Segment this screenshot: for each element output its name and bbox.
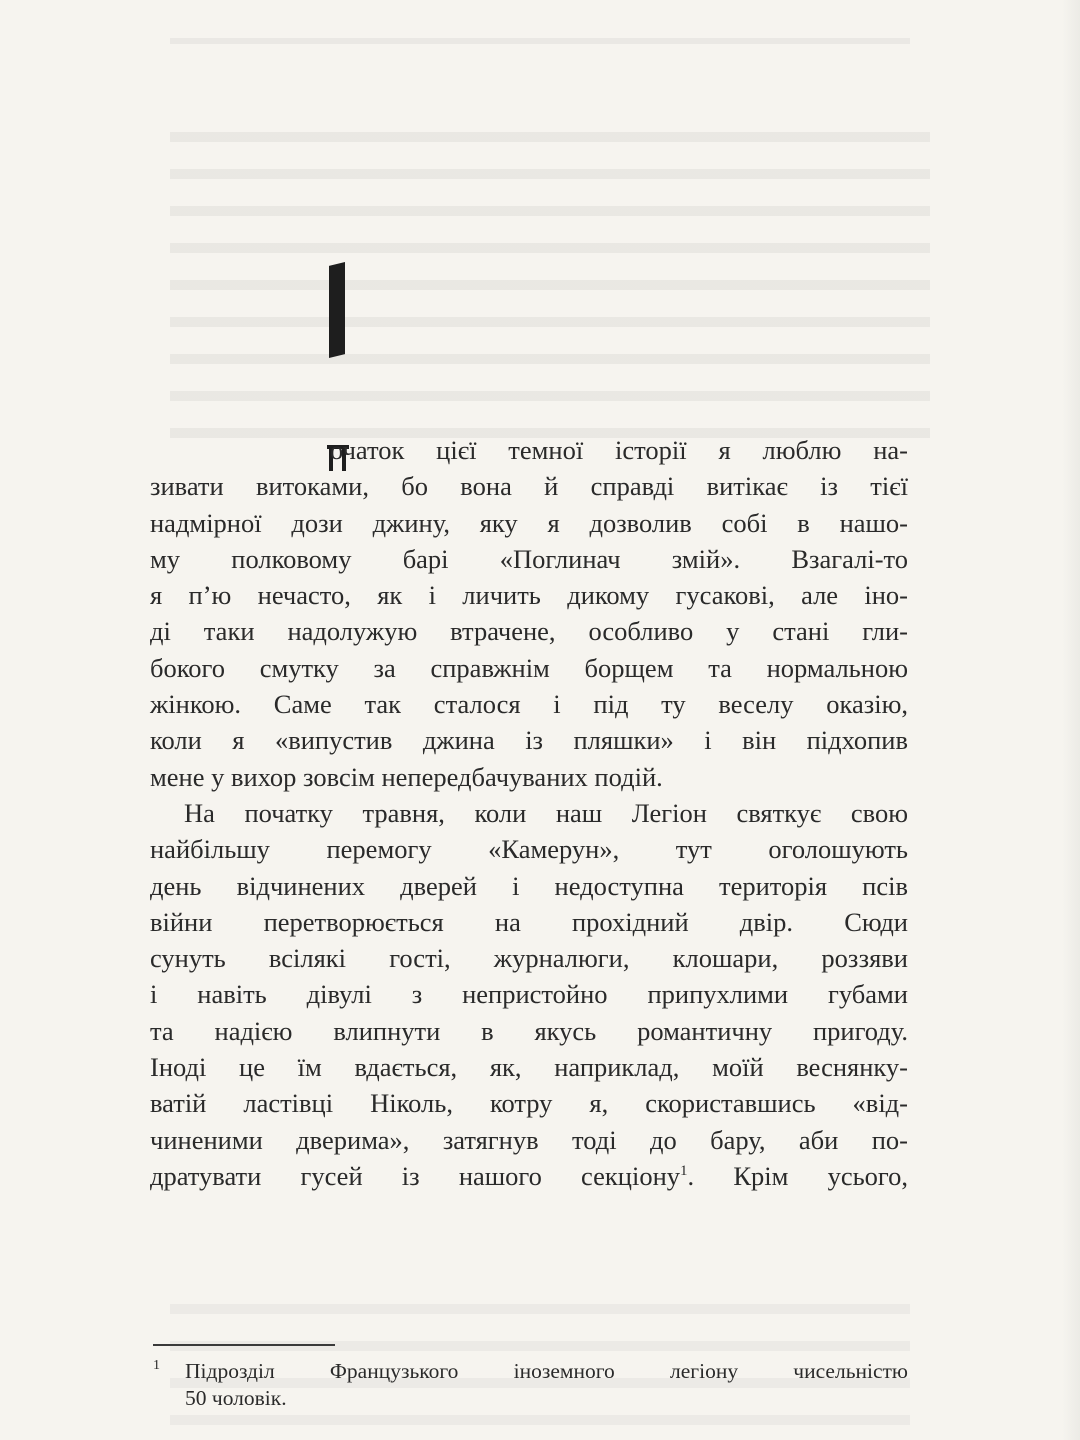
text-line: жінкою. Саме так сталося і під ту веселу оказію, bbox=[150, 689, 908, 720]
text-line: день відчинених дверей і недоступна територія псів bbox=[150, 870, 908, 901]
text-line: я п’ю нечасто, як і личить дикому гусакові, але іно- bbox=[150, 580, 908, 611]
text-line: Іноді це їм вдається, як, наприклад, моїй веснянку- bbox=[150, 1052, 908, 1083]
text-line: ватій ластівці Ніколь, котру я, скориставшись «від- bbox=[150, 1088, 908, 1119]
text-line: надмірної дози джину, яку я дозволив собі в нашо- bbox=[150, 507, 908, 538]
footnote-marker: 1 bbox=[153, 1358, 160, 1373]
page-edge-shadow bbox=[1062, 0, 1080, 1440]
chapter-number bbox=[324, 262, 350, 362]
text-line: На початку травня, коли наш Легіон святкує свою bbox=[184, 797, 908, 828]
chapter-body-text bbox=[150, 432, 908, 1194]
text-fragment: дратувати гусей із нашого секціону bbox=[150, 1160, 681, 1191]
text-line: чиненими дверима», затягнув тоді до бару, аби по- bbox=[150, 1124, 908, 1155]
footnote-line: 50 чоловік. bbox=[185, 1386, 287, 1410]
text-line: мене у вихор зовсім непередбачуваних подій. bbox=[150, 761, 663, 792]
text-line: коли я «випустив джина із пляшки» і він підхопив bbox=[150, 725, 908, 756]
text-line: зивати витоками, бо вона й справді витікає із тієї bbox=[150, 471, 908, 502]
footnote-text bbox=[153, 1358, 908, 1412]
text-fragment: . Крім усього, bbox=[687, 1160, 908, 1191]
text-line: найбільшу перемогу «Камерун», тут оголошують bbox=[150, 834, 908, 865]
footnote-separator bbox=[153, 1344, 335, 1346]
text-line: очаток цієї темної історії я люблю на- bbox=[330, 435, 908, 465]
text-line: бокого смутку за справжнім борщем та нормальною bbox=[150, 652, 908, 683]
text-line: і навіть дівулі з непристойно припухлими губами bbox=[150, 979, 908, 1010]
text-line: сунуть всілякі гості, журналюги, клошари, роззяви bbox=[150, 943, 908, 974]
text-line: та надією влипнути в якусь романтичну пригоду. bbox=[150, 1015, 908, 1046]
text-line: війни перетворюється на прохідний двір. Сюди bbox=[150, 906, 908, 937]
footnote-line: Підрозділ Французького іноземного легіону чисельністю bbox=[185, 1359, 908, 1383]
paragraph-2 bbox=[150, 795, 908, 1194]
running-head-bleed-through bbox=[170, 38, 910, 44]
paragraph-1 bbox=[150, 432, 908, 795]
footnote-reference[interactable]: 1 bbox=[680, 1163, 688, 1180]
reverse-side-bleed-through bbox=[170, 118, 930, 448]
text-line: му полковому барі «Поглинач змій». Взагалі-то bbox=[150, 543, 908, 574]
footnote bbox=[153, 1358, 908, 1412]
text-line-with-footnote bbox=[150, 1158, 908, 1194]
chapter-numeral-glyph bbox=[329, 262, 345, 358]
text-line: ді таки надолужую втрачене, особливо у стані гли- bbox=[150, 616, 908, 647]
